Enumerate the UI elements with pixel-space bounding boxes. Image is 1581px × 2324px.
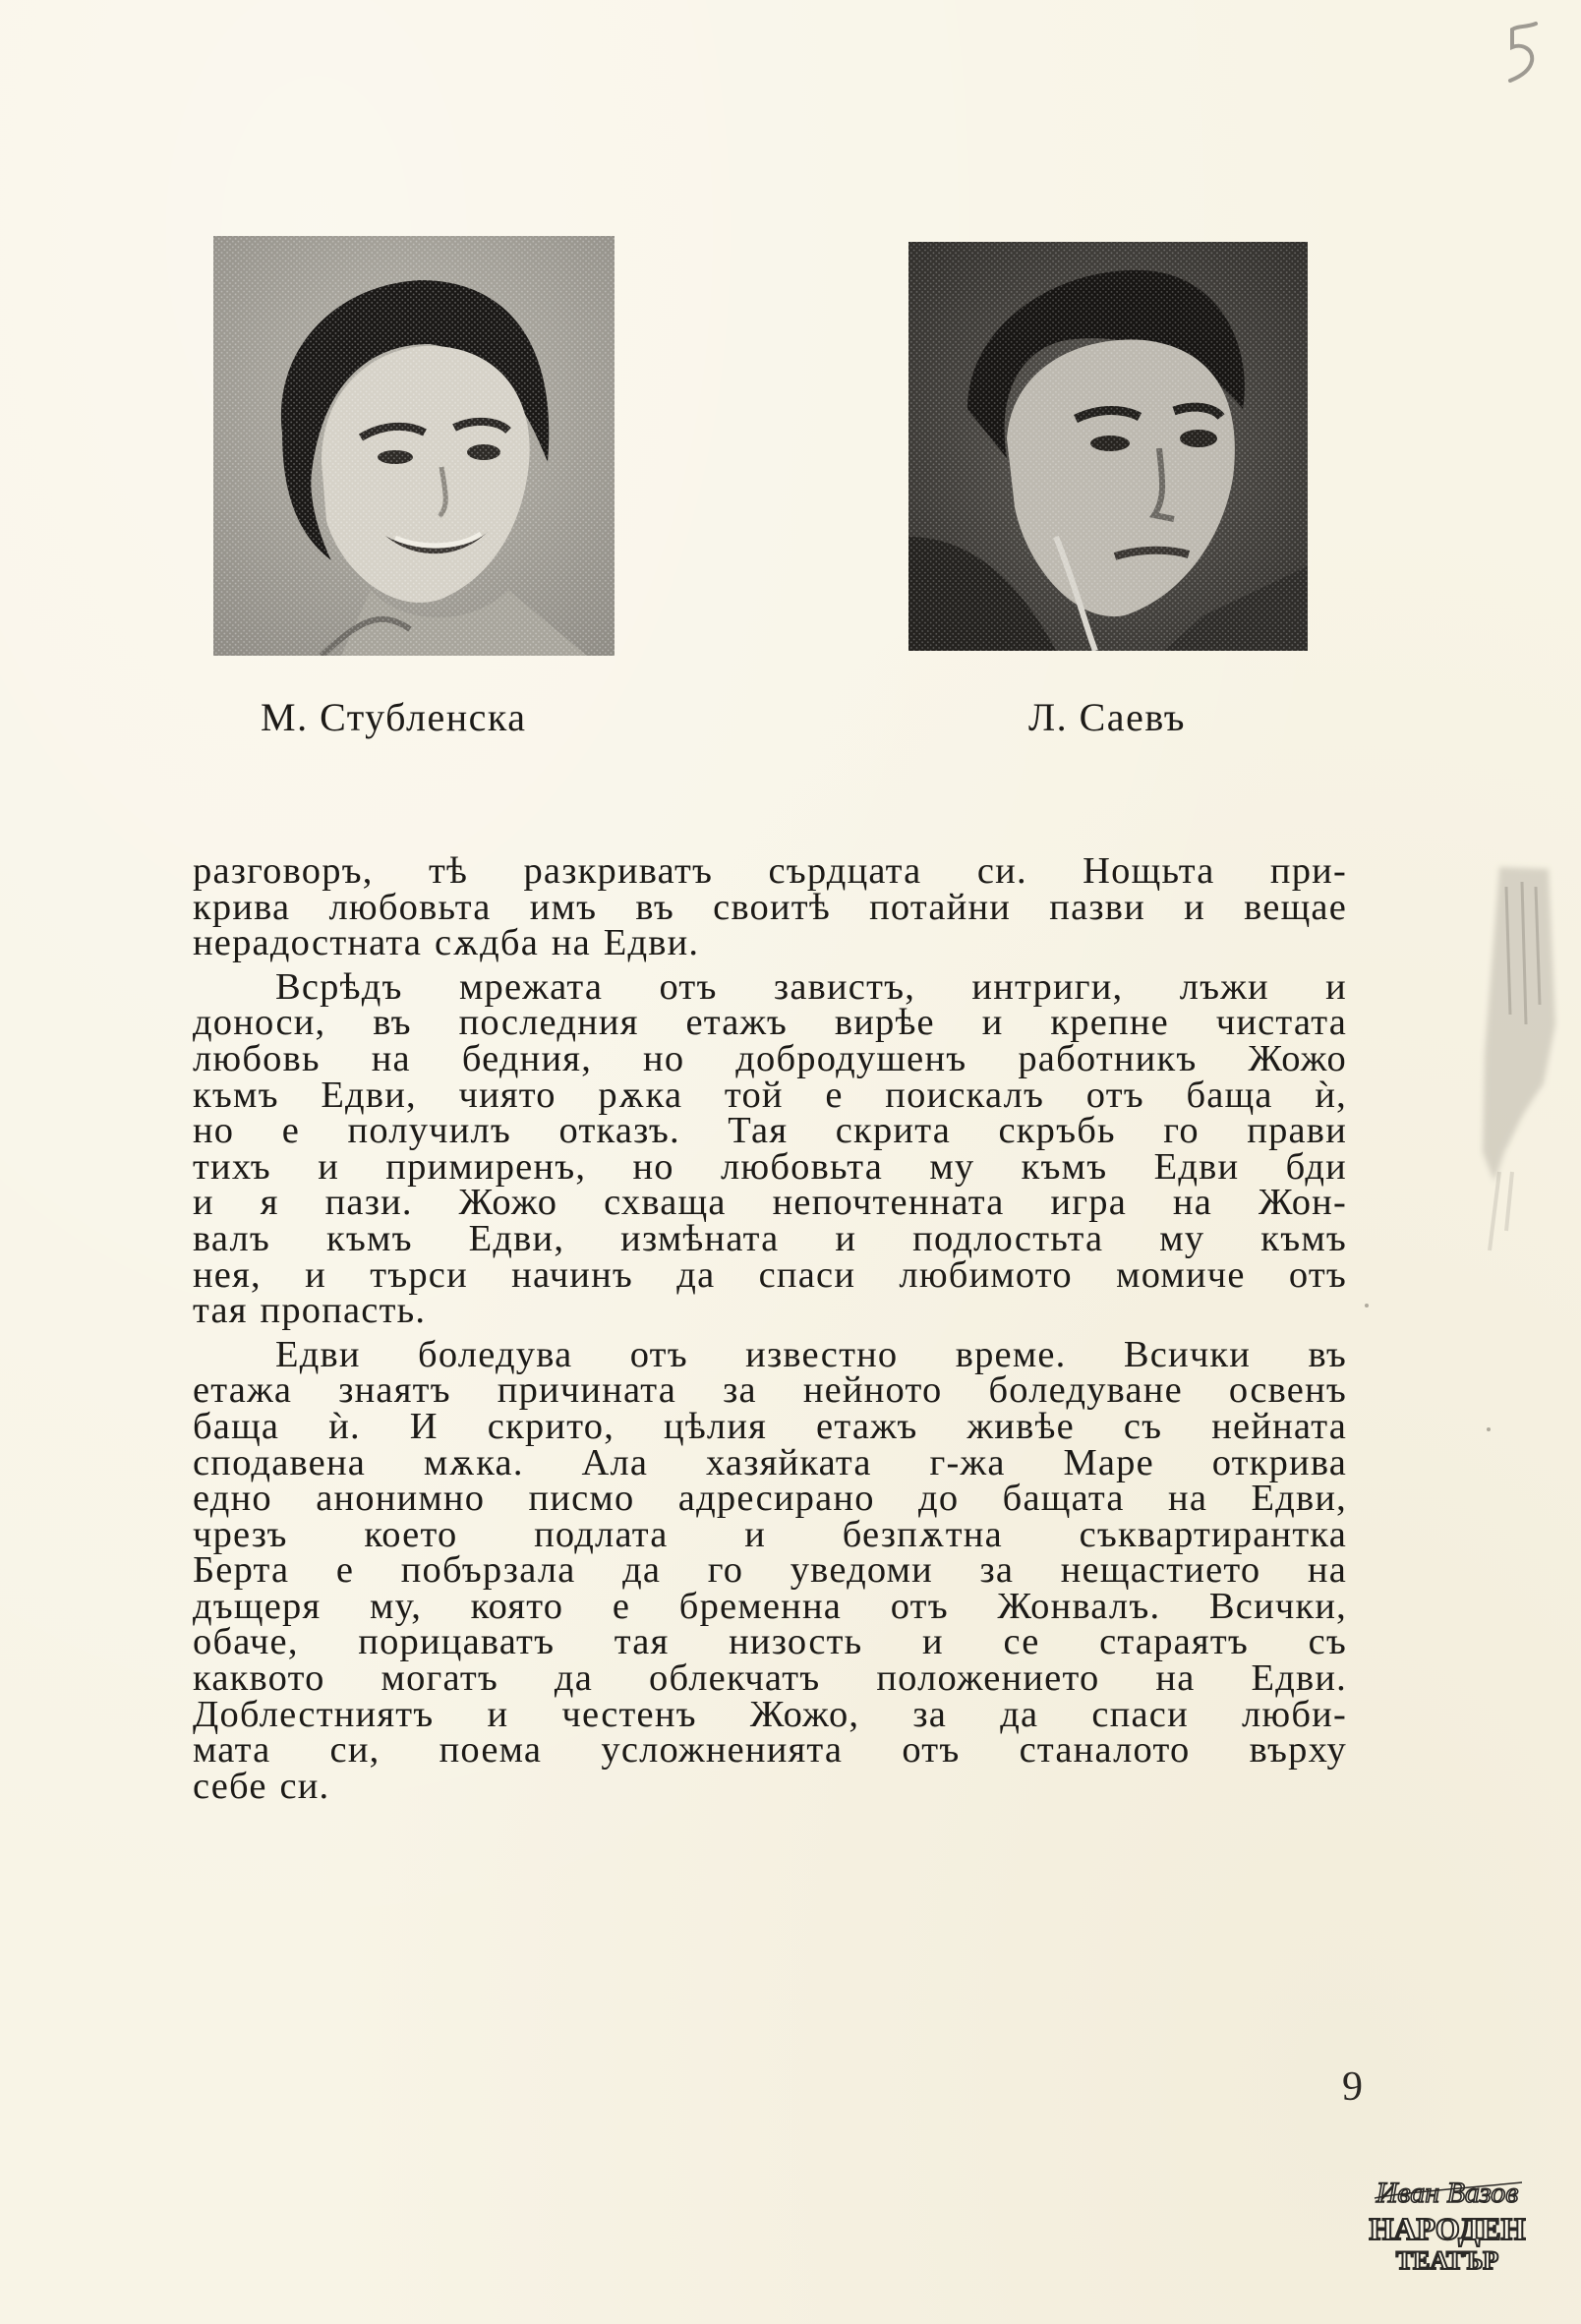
- paragraph: [193, 965, 1347, 1332]
- portrait-caption-right: Л. Саевъ: [1028, 695, 1186, 739]
- text-line: баща ѝ. И скрито, цѣлия етажъ живѣе съ нейната: [193, 1405, 1347, 1447]
- text-line: доноси, въ последния етажъ вирѣе и крепне чистата: [193, 1002, 1347, 1044]
- logo-line-2: ТЕАТЪР: [1395, 2246, 1499, 2275]
- portrait-caption-left: М. Стубленска: [261, 695, 527, 739]
- national-theatre-logo: [1365, 2169, 1530, 2277]
- margin-smudge: [1445, 857, 1563, 1270]
- portrait-photo-right: [908, 242, 1308, 651]
- text-line: Едви боледува отъ известно време. Всички въ: [275, 1333, 1347, 1375]
- text-line: но е получилъ отказъ. Тая скрита скръбь го прави: [193, 1110, 1347, 1152]
- text-line: валъ къмъ Едви, измѣната и подлостьта му къмъ: [193, 1217, 1347, 1259]
- text-line: каквото могатъ да облекчатъ положението на Едви.: [193, 1657, 1347, 1700]
- paper-speck: [1365, 1304, 1369, 1307]
- text-line: обаче, порицаватъ тая низость и се стараятъ съ: [193, 1621, 1347, 1663]
- text-line: тихъ и примиренъ, но любовьта му къмъ Едви бди: [193, 1145, 1347, 1188]
- text-line: крива любовьта имъ въ своитѣ потайни пазви и вещае: [193, 886, 1347, 928]
- text-line: етажа знаятъ причината за нейното боледуване освенъ: [193, 1369, 1347, 1412]
- text-line: разговоръ, тѣ разкриватъ сърдцата си. Нощьта при-: [193, 850, 1347, 892]
- paper-speck: [1487, 1427, 1491, 1431]
- logo-line-1: НАРОДЕН: [1369, 2211, 1526, 2246]
- text-line: мата си, поема усложненията отъ станалото върху: [193, 1729, 1347, 1772]
- text-line: Всрѣдъ мрежата отъ завистъ, интриги, лъжи и: [275, 965, 1347, 1008]
- handwritten-page-mark: [1496, 14, 1546, 83]
- text-line: себе си.: [193, 1765, 330, 1807]
- text-line: нея, и търси начинъ да спаси любимото момиче отъ: [193, 1253, 1347, 1296]
- text-line: любовь на бедния, но добродушенъ работникъ Жожо: [193, 1037, 1347, 1079]
- logo-signature: Иван Вазов: [1376, 2177, 1519, 2209]
- page-number: 9: [1342, 2064, 1363, 2110]
- text-line: едно анонимно писмо адресирано до бащата на Едви,: [193, 1478, 1347, 1520]
- text-line: Берта е побързала да го уведоми за нещастието на: [193, 1549, 1347, 1592]
- text-line: нерадостната сѫдба на Едви.: [193, 922, 700, 964]
- text-line: тая пропасть.: [193, 1290, 427, 1332]
- paragraph: [193, 1333, 1347, 1807]
- text-line: дъщеря му, която е бременна отъ Жонвалъ. Всички,: [193, 1585, 1347, 1627]
- text-line: чрезъ което подлата и безпѫтна съквартирантка: [193, 1513, 1347, 1555]
- text-line: Доблестниятъ и честенъ Жожо, за да спаси люби-: [193, 1693, 1347, 1735]
- body-text: [193, 850, 1347, 1807]
- text-line: сподавена мѫка. Ала хазяйката г-жа Маре открива: [193, 1441, 1347, 1483]
- portrait-photo-left: [213, 236, 615, 656]
- paragraph: [193, 850, 1347, 964]
- text-line: къмъ Едви, чиято рѫка той е поискалъ отъ баща ѝ,: [193, 1074, 1347, 1116]
- text-line: и я пази. Жожо схваща непочтенната игра на Жон-: [193, 1182, 1347, 1224]
